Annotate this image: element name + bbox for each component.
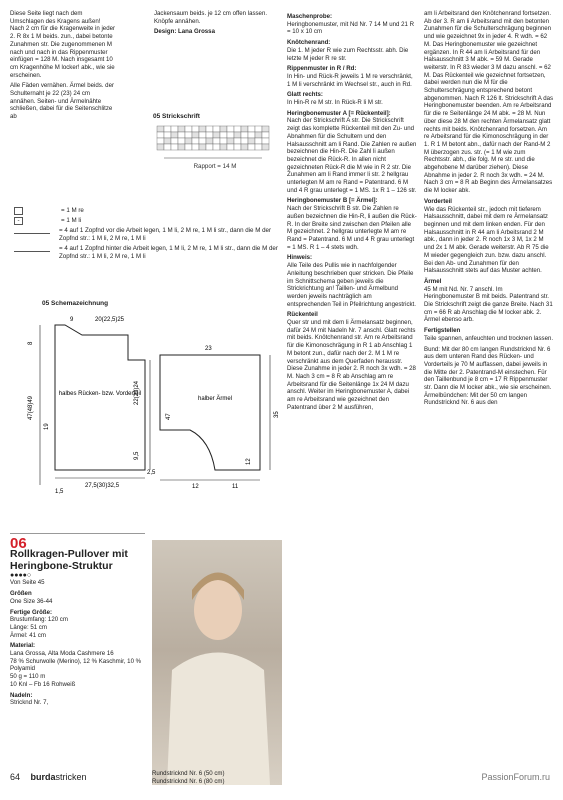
section-head: Hinweis: (287, 254, 313, 262)
difficulty-dots: ●●●●○ (10, 571, 32, 579)
section-head: Fertige Größe: (10, 608, 52, 616)
section-text: Wie das Rückenteil str., jedoch mit tieferem Halsausschnitt, dabei mit dem re Ärmelansatz beginnen und mit dem linken enden. Für den Halsausschnitt in R 44 am li Arbeitsrand 2 M abk., dann in jeder 2. R noch 1x 3 M, 1x 2 M und 2x 1 M abk. Gerade weiterstr. Ab R 75 die M wieder gegengleich zun. bzw. dazu anschl. Bei den Ab- und Zunahmen für den Halsausschnitt stets auf das Muster achten. (424, 205, 549, 275)
schema-label: 05 Schemazeichnung (42, 300, 109, 307)
chart-cell (262, 138, 269, 144)
chart-cell (185, 138, 192, 144)
chart-cell (199, 144, 206, 150)
section-head: Nadeln: (10, 691, 33, 699)
section-head: Maschenprobe: (287, 13, 333, 20)
legend-text: = 4 auf 1 Zopfnd vor die Arbeit legen, 1 M li, 2 M re, 1 M li str., dann die M der Zopfnd str.: 1 M li, 2 M re, 1 M li (59, 227, 272, 242)
chart-cell (241, 126, 248, 132)
chart-cell (178, 138, 185, 144)
chart-cell (213, 126, 220, 132)
pattern-title: Rollkragen-Pullover mit Heringbone-Struktur (10, 547, 128, 572)
section-head: Ärmel (424, 277, 442, 285)
section-text: One Size 36-44 (10, 597, 53, 605)
from-page: Von Seite 45 (10, 579, 45, 587)
dim: 19 (44, 423, 50, 430)
dim: 12 (192, 484, 199, 490)
column-1 (10, 10, 116, 124)
chart-cell (227, 126, 234, 132)
dim: 9,5 (134, 451, 140, 460)
chart-cell (213, 138, 220, 144)
legend-text: = 1 M li (61, 217, 82, 224)
chart-cell (185, 144, 192, 150)
strickschrift-label: 05 Strickschrift (153, 113, 200, 120)
section-text: Nach der Strickschrift B str. Die Zahlen re außen bezeichnen die Hin-R, li außen die Rück-R. In der Breite sind zwischen den Pfeilen alle M gezeichnet. 2 hellgrau unterlegte M am re Rand = Patentrand. 6 M und 4 R grau unterlegt = 1 MS. R 1 – 4 stets wdh. (287, 205, 417, 251)
section-text: Die 1. M jeder R wie zum Rechtsstr. abh. Die letzte M jeder R re str. (287, 46, 409, 62)
chart-cell (192, 138, 199, 144)
chart-cell (234, 126, 241, 132)
chart-cell (220, 132, 227, 138)
legend-text: = 1 M re (61, 207, 84, 214)
section-head: Heringbonemuster A [= Rückenteil]: (287, 109, 391, 117)
chart-cell (171, 132, 178, 138)
brand: burdastricken (30, 772, 87, 782)
dim: 23 (205, 346, 212, 352)
chart-cell (157, 126, 164, 132)
chart-cell (192, 126, 199, 132)
legend-item (14, 217, 279, 225)
chart-cell (234, 132, 241, 138)
chart-cell (227, 132, 234, 138)
dim: 9 (70, 317, 74, 323)
chart-cell (199, 138, 206, 144)
legend-text: = 4 auf 1 Zopfnd hinter die Arbeit legen, 1 M li, 2 M re, 1 M li str., dann die M der Zopfnd str.: 1 M li, 2 M re, 1 M li (59, 245, 278, 260)
purl-symbol-icon: - (14, 217, 23, 225)
section-head: Heringbonemuster B [= Ärmel]: (287, 197, 378, 205)
chart-cell (199, 132, 206, 138)
chart-cell (241, 138, 248, 144)
dim: 22(23)24 (134, 380, 140, 405)
dim: 35 (274, 411, 280, 418)
chart-cell (171, 144, 178, 150)
chart-cell (248, 138, 255, 144)
footer (10, 772, 550, 782)
dim: 12 (246, 458, 252, 465)
body-outline (55, 325, 145, 470)
section-head: Glatt rechts: (287, 91, 323, 99)
section-head: Fertigstellen (424, 327, 461, 335)
model-photo (152, 540, 282, 785)
column-3 (287, 10, 417, 414)
chart-cell (185, 132, 192, 138)
legend (14, 207, 279, 263)
dim: 8 (28, 341, 34, 345)
divider (10, 533, 145, 534)
section-head: Knötchenrand: (287, 39, 331, 47)
chart-cell (220, 126, 227, 132)
chart-cell (262, 132, 269, 138)
chart-cell (255, 144, 262, 150)
chart-cell (164, 132, 171, 138)
chart-cell (157, 138, 164, 144)
legend-item (14, 227, 279, 243)
page-number: 64 (10, 772, 21, 782)
chart-cell (164, 144, 171, 150)
chart-cell (241, 144, 248, 150)
section-text: Nach der Strickschrift A str. Die Strickschrift zeigt das komplette Rückenteil mit den Zu- und Abnahmen für die Schultern und den Halsausschnitt am li Rand. Die Zahlen re außen bezeichnen die Hin-R. Die Zahl li außen bezeichnet die Rück-R. In allen nicht gezeichneten Rück-R die M wie in R 2 str. Die Zunahmen am li Rand immer li str. 2 hellgrau unterlegten M am re Rand = Patentrand. 6 M und 4 R grau unterlegt = 1 MS. 1x R 1 – 126 str. (287, 117, 417, 194)
chart-cell (164, 138, 171, 144)
text-block: Diese Seite liegt nach dem Umschlagen des Kragens außen! Nach 2 cm für die Kragenweite in jeder 2. R 8x 1 M beids. zun., dabei betonte Zunahmen str. Die zugenommenen M nach und nach in das Rippenmuster einfügen = 128 M. Nach insgesamt 10 cm Kragenhöhe M locker! abk., wie sie erscheinen. (10, 10, 116, 79)
section-text: Alle Teile des Pullis wie in nachfolgender Anleitung beschrieben quer stricken. Die Pfeile im Schnittschema geben jeweils die Strickrichtung an! Taillen- und Ärmelbund werden jeweils nachträglich am entsprechenden Teil in Pfeilrichtung angestrickt. (287, 262, 416, 308)
legend-item (14, 207, 279, 215)
chart-cell (157, 132, 164, 138)
section-head: Rippenmuster in R / Rd: (287, 65, 357, 73)
cable-back-icon (14, 245, 50, 252)
chart-cell (206, 132, 213, 138)
rapport-label: Rapport = 14 M (193, 163, 237, 170)
watermark: PassionForum.ru (481, 772, 550, 782)
chart-cell (199, 126, 206, 132)
section-text: Brustumfang: 120 cm Länge: 51 cm Ärmel: 41 cm (10, 616, 68, 639)
section-text: In Hin-R re M str. In Rück-R li M str. (287, 99, 383, 107)
dim: 47 (166, 413, 172, 420)
column-4 (424, 10, 554, 410)
chart-cell (227, 138, 234, 144)
text-block: Alle Fäden vernähen. Ärmel beids. der Schulternaht je 22 (23) 24 cm annähen. Seiten- und Ärmelnähte schließen, dabei für die Seitenschlitze ab (10, 82, 114, 121)
chart-cell (220, 138, 227, 144)
dim: 1,5 (55, 489, 64, 495)
knit-symbol-icon (14, 207, 23, 215)
chart-cell (157, 144, 164, 150)
chart-cell (171, 126, 178, 132)
chart-cell (255, 138, 262, 144)
chart-cell (178, 132, 185, 138)
chart-cell (171, 138, 178, 144)
chart-cell (206, 138, 213, 144)
design-credit: Design: Lana Grossa (154, 28, 215, 36)
column-2 (154, 10, 276, 39)
schema-diagram (10, 310, 280, 500)
pattern-info (10, 535, 145, 707)
section-text: Lana Grossa, Alta Moda Cashmere 16 78 % Schurwolle (Merino), 12 % Kaschmir, 10 % Polyamid 50 g = 110 m 10 Knl – Fb 16 Rohweiß (10, 650, 142, 688)
section-head: Rückenteil (287, 311, 318, 319)
pattern-number: 06 (10, 535, 27, 552)
chart-cell (255, 126, 262, 132)
chart-cell (192, 132, 199, 138)
chart-cell (262, 144, 269, 150)
section-text: am li Arbeitsrand den Knötchenrand fortsetzen. Ab der 3. R am li Arbeitsrand mit den betonten Zunahmen für die Schulterschrägung beginnen und wie gezeichnet 9x in jeder 4. R wdh. = 62 M. Das Heringbonemuster wie gezeichnet ergänzen. In R 44 am li Arbeitsrand für den Halsausschnitt 3 M abk. = 59 M. Gerade weiterstr. In R 83 wieder 3 M dazu anschl. = 62 M. Das Rückenteil wie gezeichnet fortsetzen, dabei werden nun die M für die Schulterschrägung entsprechend betont abgenommen. Nach R 126 lt. Strickschrift A das Heringbonemuster beenden. Am re Arbeitsrand für die re Seitenlänge 24 M abk. = 28 M. Nun über diese 28 M den rechten Ärmelansatz glatt rechts mit beids. Knötchenrand forsetzen. Am re Arbeitsrand für die Kimonoschrägung in der 1. R 1 M betont abn., dafür nach der Rand-M 2 M überzogen zus. str. (= 1 M wie zum Rechtsstr. abh., die folg. M re str. und die abgehobene M darüber ziehen). Diese Abnahme in jeder 2. R noch 3x wdh. = 24 M. Nach 3 cm = 8 R ab Beginn des Ärmelansatzes die M locker abk. (424, 10, 554, 195)
strickschrift-chart (153, 124, 278, 184)
chart-cell (213, 132, 220, 138)
dim: 2,5 (147, 470, 156, 476)
section-head: Größen (10, 590, 32, 598)
chart-cell (213, 144, 220, 150)
section-head: Vorderteil (424, 197, 452, 205)
section-text: In Hin- und Rück-R jeweils 1 M re verschränkt, 1 M li verschränkt im Wechsel str., auch in Rd. (287, 72, 413, 88)
chart-cell (164, 126, 171, 132)
chart-cell (248, 132, 255, 138)
section-text: Bund: Mit der 80 cm langen Rundstricknd Nr. 6 aus dem unteren Rand des Rücken- und Vorderteils je 70 M auffassen, dabei jeweils in die Mitte der 2. Patentrand-M einstechen. Für den Taillenbund je 8 cm = 17 R Rippenmuster str. Dann die M locker abk., wie sie erscheinen. Ärmelbündchen: Mit der 50 cm langen Rundstricknd Nr. 6 aus den (424, 345, 552, 407)
text-block: Jackensaum beids. je 12 cm offen lassen. Knöpfe annähen. (154, 10, 268, 25)
chart-cell (241, 132, 248, 138)
legend-item (14, 245, 279, 261)
chart-cell (262, 126, 269, 132)
dim: 20(22,5)25 (95, 317, 125, 323)
section-head: Material: (10, 642, 36, 650)
dim: 27,5(30)32,5 (85, 483, 120, 489)
chart-cell (192, 144, 199, 150)
needles-cont: Rundstricknd Nr. 6 (50 cm) Rundstricknd Nr. 6 (80 cm) (152, 770, 225, 785)
chart-cell (248, 144, 255, 150)
chart-cell (185, 126, 192, 132)
chart-cell (234, 138, 241, 144)
section-text: Stricknd Nr. 7, (10, 699, 49, 707)
chart-cell (248, 126, 255, 132)
sleeve-label: halber Ärmel (197, 396, 233, 402)
chart-cell (206, 144, 213, 150)
chart-cell (178, 144, 185, 150)
chart-cell (220, 144, 227, 150)
section-text: 45 M mit Nd. Nr. 7 anschl. Im Heringbonemuster B mit beids. Patentrand str. Die Strickschrift zeigt die ganze Breite. Nach 31 cm = 66 R ab Anschlag die M locker abk. 2. Ärmel ebenso arb. (424, 285, 553, 324)
dim: 47(48)49 (28, 395, 34, 420)
cable-front-icon (14, 227, 50, 234)
chart-cell (234, 144, 241, 150)
section-text: Teile spannen, anfeuchten und trocknen lassen. (424, 334, 554, 342)
body-label: halbes Rücken- bzw. Vorderteil (58, 391, 142, 397)
section-text: Quer str und mit dem li Ärmelansatz beginnen, dafür 24 M mit Nadeln Nr. 7 anschl. Glatt rechts mit beids. Knötchenrand str. Am re Arbeitsrand für die Kimonoschrägung in R 1 ab Anschlag 1 M betont zun., dafür nach der 2. M 1 M re verschränkt aus dem Querfaden herausstr. Diese Zunahme in jeder 2. R noch 3x wdh. = 28 M. Nach 3 cm = 8 R ab Anschlag am re Arbeitsrand für die Seitenlänge 1x 24 M dazu anschl. Weiter im Heringbonemuster A, dabei am re Arbeitsrand wie gezeichnet den Patentrand über 2 M ausführen, (287, 319, 416, 411)
section-text: Heringbonemuster, mit Nd Nr. 7 14 M und 21 R = 10 x 10 cm (287, 20, 415, 36)
chart-cell (178, 126, 185, 132)
dim: 11 (232, 484, 239, 490)
chart-cell (227, 144, 234, 150)
sleeve-outline (160, 355, 260, 470)
chart-cell (255, 132, 262, 138)
chart-cell (206, 126, 213, 132)
